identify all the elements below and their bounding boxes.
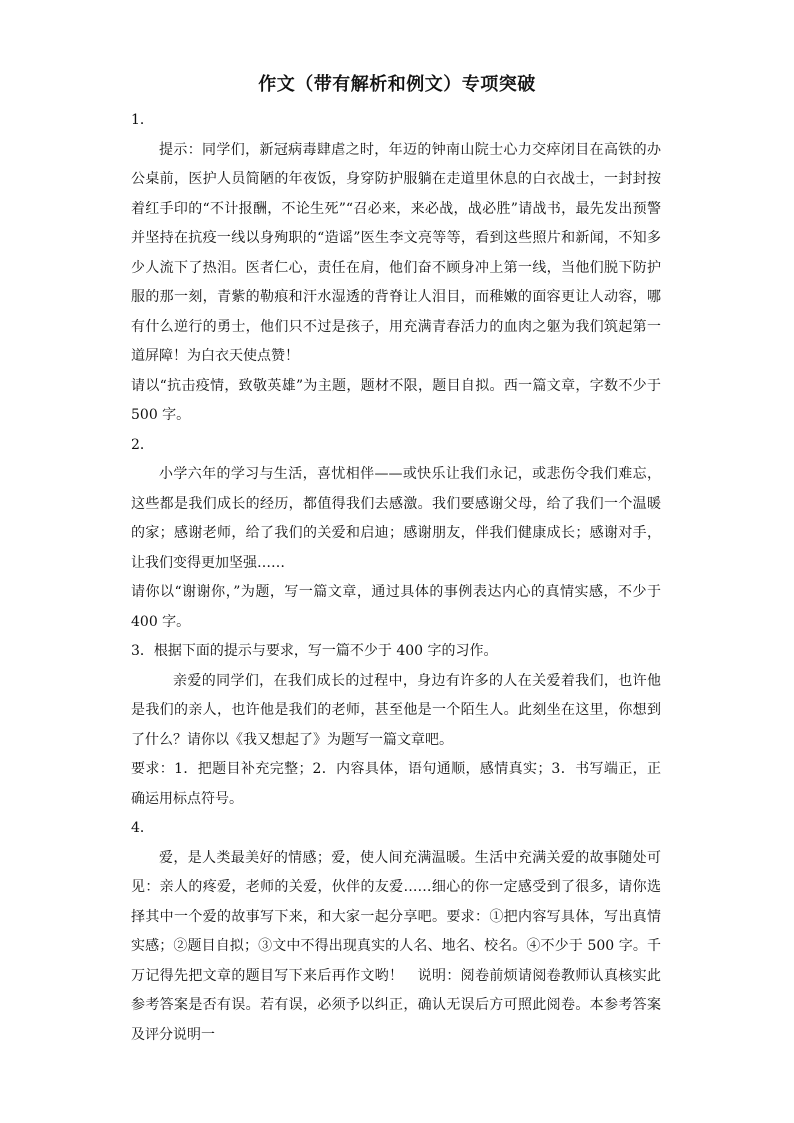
question-1-number: 1． (131, 112, 154, 128)
question-2-task: 请你以“谢谢你，”为题，写一篇文章，通过具体的事例表达内心的真情实感，不少于 400 字。 (131, 584, 661, 630)
question-3-heading: 3．根据下面的提示与要求，写一篇不少于 400 字的习作。 (131, 643, 498, 659)
page-title: 作文（带有解析和例文）专项突破 (258, 74, 536, 95)
document-body (131, 106, 661, 1050)
question-1-task: 请以“抗击疫情，致敬英雄”为主题，题材不限，题目自拟。西一篇文章，字数不少于 500 字。 (131, 377, 661, 423)
question-2-prompt: 小学六年的学习与生活，喜忧相伴——或快乐让我们永记，或悲伤令我们难忘，这些都是我们成长的经历，都值得我们去感激。我们要感谢父母，给了我们一个温暖的家；感谢老师，给了我们的关爱和启迪；感谢朋友，伴我们健康成长；感谢对手，让我们变得更加坚强…… (131, 466, 661, 571)
question-3-requirements: 要求：1．把题目补充完整；2．内容具体，语句通顺，感情真实；3．书写端正，正确运用标点符号。 (131, 761, 661, 807)
question-2-number: 2． (131, 436, 154, 453)
question-1-prompt: 提示：同学们，新冠病毒肆虐之时，年迈的钟南山院士心力交瘁闭目在高铁的办公桌前，医护人员简陋的年夜饭，身穿防护服躺在走道里休息的白衣战士，一封封按着红手印的“不计报酬，不论生死”“召必来，来必战，战必胜”请战书，最先发出预警并坚持在抗疫一线以身殉职的“造谣”医生李文亮等等，看到这些照片和新闻，不知多少人流下了热泪。医者仁心，责任在肩，他们奋不顾身冲上第一线，当他们脱下防护服的那一刻，青紫的勒痕和汗水湿透的背脊让人泪目，而稚嫩的面容更让人动容，哪有什么逆行的勇士，他们只不过是孩子，用充满青春活力的血肉之躯为我们筑起第一道屏障！为白衣天使点赞！ (131, 141, 661, 364)
question-4-prompt: 爱，是人类最美好的情感；爱，使人间充满温暖。生活中充满关爱的故事随处可见：亲人的疼爱，老师的关爱，伙伴的友爱……细心的你一定感受到了很多，请你选择其中一个爱的故事写下来，和大家一起分享吧。要求：①把内容写具体，写出真情实感；②题目自拟；③文中不得出现真实的人名、地名、校名。④不少于 500 字。千万记得先把文章的题目写下来后再作文哟！ 说明：阅卷前烦请阅卷教师认真核实此参考答案是否有误。若有误，必须予以纠正，确认无误后方可照此阅卷。本参考答案及评分说明一 (131, 849, 661, 1043)
question-4-number: 4． (131, 820, 154, 836)
question-3-prompt: 亲爱的同学们，在我们成长的过程中，身边有许多的人在关爱着我们，也许他是我们的亲人，也许他是我们的老师，甚至他是一个陌生人。此刻坐在这里，你想到了什么？请你以《我又想起了》为题写一篇文章吧。 (131, 672, 661, 748)
